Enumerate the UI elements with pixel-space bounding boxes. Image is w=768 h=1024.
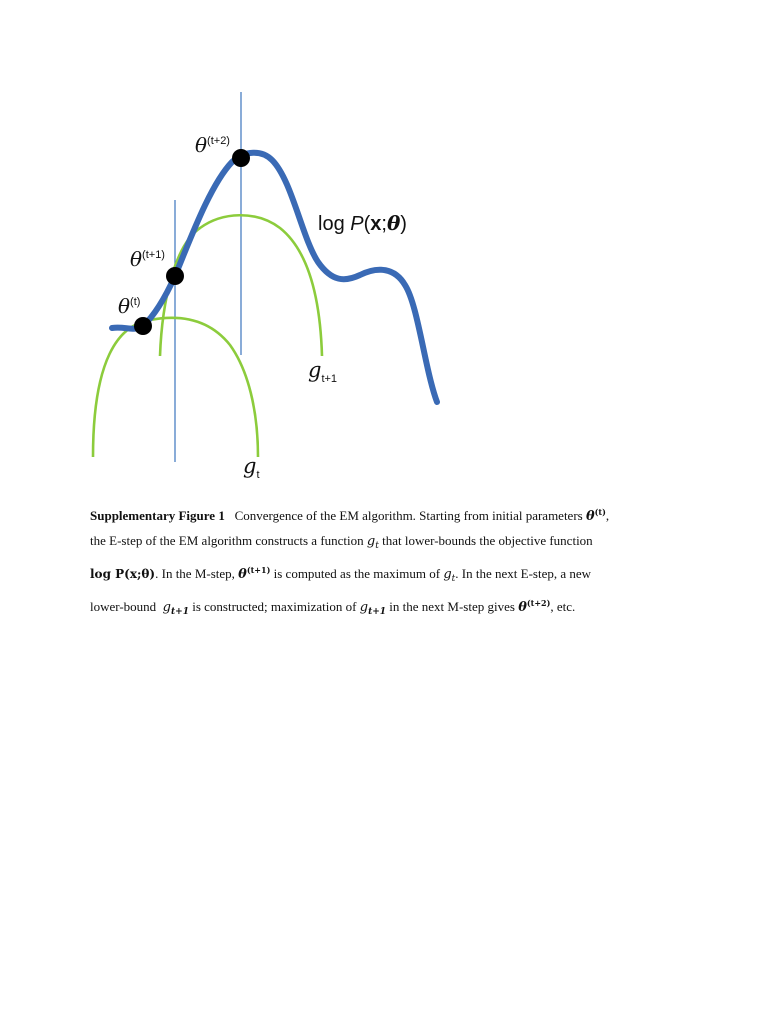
caption-sup-t1: (t+1) [246, 565, 271, 575]
caption-theta-t2: θ [518, 600, 527, 615]
caption-sentence-7: lower-bound [90, 599, 157, 614]
caption-theta-t1: θ [238, 567, 247, 582]
label-log-p: log P(x;θ) [318, 211, 407, 235]
caption-log-expression: log P(x;θ) [90, 567, 156, 581]
caption-sub-t1-2: t+1 [368, 607, 387, 617]
point-theta-t1 [166, 267, 184, 285]
caption-g-t1: g [162, 600, 171, 615]
caption-g-t: g [366, 534, 376, 549]
caption-title: Supplementary Figure 1 [90, 508, 225, 523]
label-theta-t: $\theta^{(t)}$ [118, 294, 141, 318]
caption-comma: , [605, 508, 610, 523]
caption-sentence-8: is constructed; maximization of [192, 599, 357, 614]
caption-sentence-2: the E-step of the EM algorithm constructs a function [90, 533, 364, 548]
label-theta-t1: $\theta^{(t+1)}$ [130, 247, 165, 271]
caption-sub-t-2: t [451, 574, 456, 584]
caption-sub-t: t [375, 541, 379, 551]
caption-sentence-1: Convergence of the EM algorithm. Starting from initial parameters [234, 508, 583, 523]
label-theta-t2: $\theta^{(t+2)}$ [195, 133, 230, 157]
caption-sentence-5: is computed as the maximum of [273, 566, 441, 581]
objective-curve-log-p [112, 153, 437, 402]
caption-sentence-10: , etc. [550, 599, 576, 614]
caption-sentence-9: in the next M-step gives [389, 599, 515, 614]
caption-g-t-2: g [443, 567, 452, 582]
caption-sup-t: (t) [594, 507, 606, 517]
label-g-t: $g_t$ [243, 454, 260, 481]
em-convergence-figure [0, 0, 768, 500]
caption-sub-t1: t+1 [171, 607, 189, 617]
point-theta-t2 [232, 149, 250, 167]
point-theta-t [134, 317, 152, 335]
caption-sup-t2: (t+2) [526, 598, 551, 608]
caption-theta-t: θ [585, 509, 595, 524]
caption-g-t1-2: g [359, 600, 369, 615]
figure-caption [90, 500, 690, 624]
label-g-t1: $g_{t+1}$ [308, 358, 338, 385]
caption-sentence-4: . In the M-step, [155, 566, 235, 581]
caption-sentence-6: . In the next E-step, a new [455, 566, 592, 581]
caption-sentence-3: that lower-bounds the objective function [382, 533, 593, 548]
